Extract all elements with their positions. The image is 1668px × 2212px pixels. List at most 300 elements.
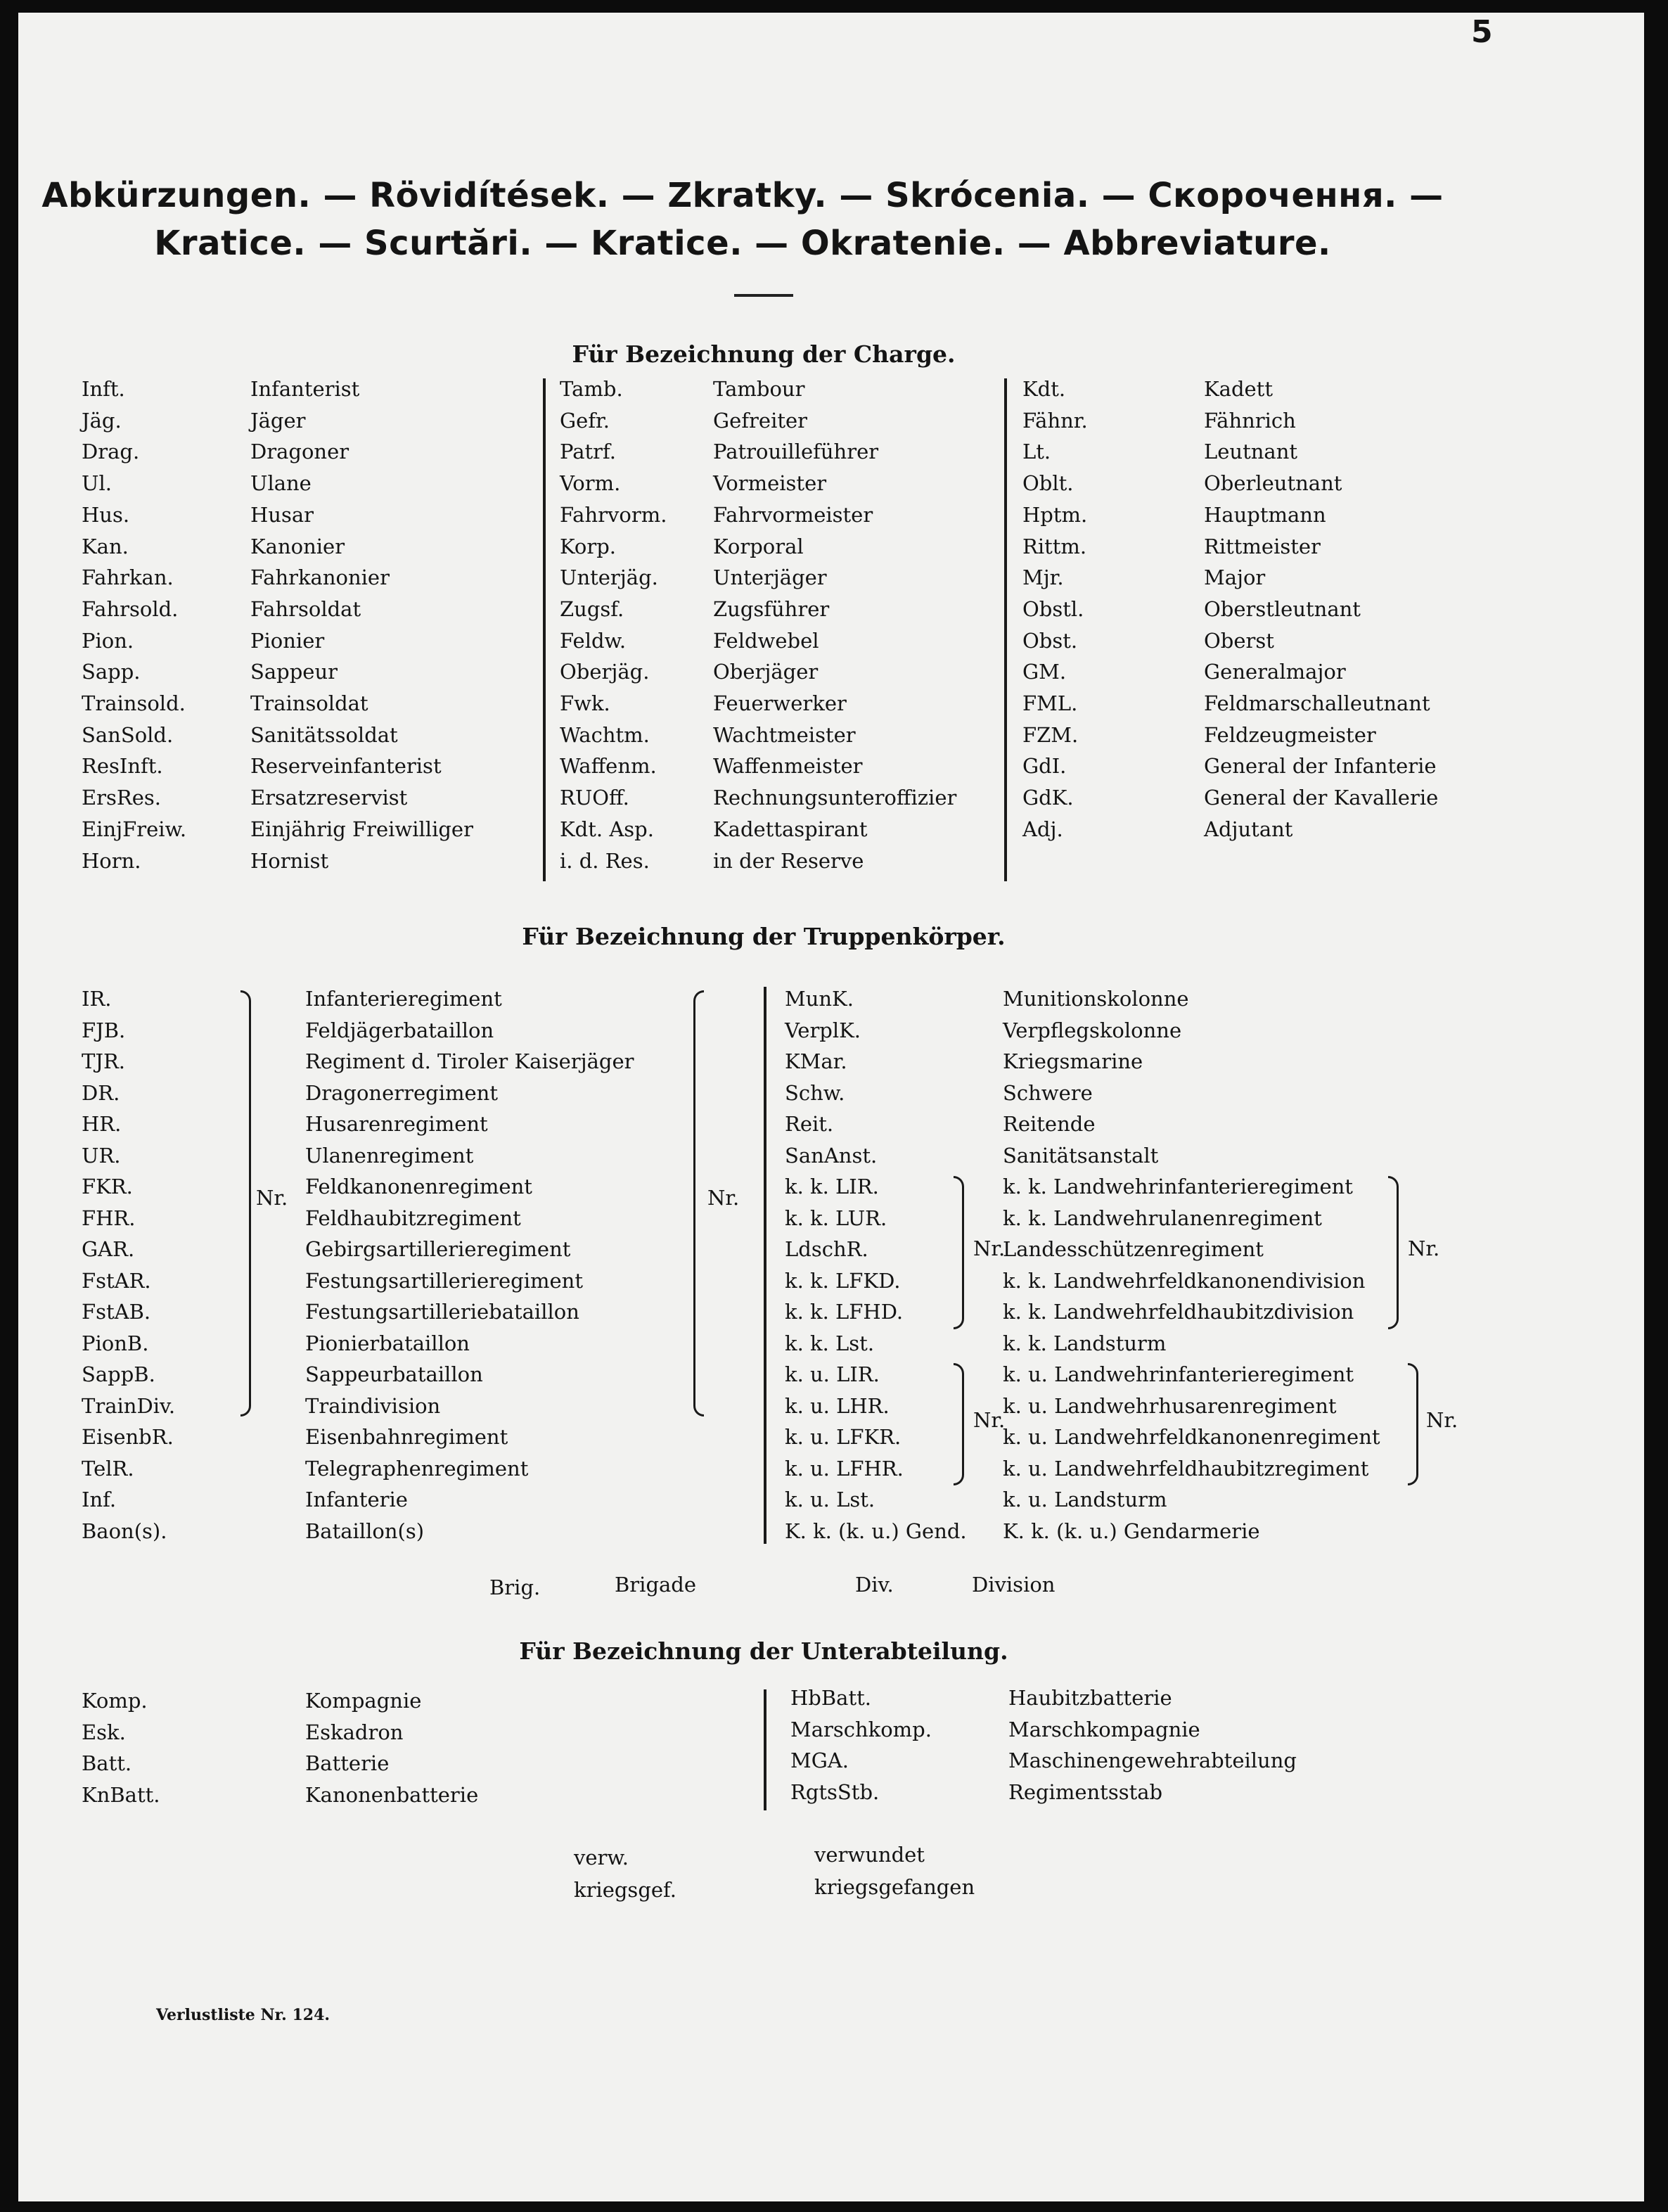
entry-abbreviation: Tamb.	[560, 377, 623, 401]
nr-label: Nr.	[1426, 1408, 1458, 1432]
entry-meaning: k. u. Landwehrfeldhaubitzregiment	[1003, 1456, 1369, 1481]
entry-meaning: Dragonerregiment	[305, 1080, 498, 1105]
entry-abbreviation: Rittm.	[1022, 534, 1087, 558]
entry-row	[82, 1328, 634, 1360]
entry-abbreviation: FML.	[1022, 691, 1078, 716]
entry-meaning: Ersatzreservist	[250, 786, 408, 810]
entry-meaning: Reserveinfanterist	[250, 754, 442, 779]
entry-row	[82, 1108, 634, 1140]
entry-meaning: Kriegsmarine	[1003, 1049, 1143, 1073]
section-heading-charge: Für Bezeichnung der Charge.	[572, 340, 956, 368]
entry-abbreviation: Gefr.	[560, 408, 610, 433]
entry-row	[790, 1714, 1297, 1746]
entry-row	[82, 373, 473, 405]
entry-row	[82, 814, 473, 845]
entry-abbreviation: MGA.	[790, 1748, 849, 1772]
entry-abbreviation: Pion.	[82, 628, 134, 653]
entry-meaning: k. u. Landwehrhusarenregiment	[1003, 1393, 1337, 1418]
entry-row	[1022, 594, 1438, 625]
entry-row	[1022, 562, 1438, 594]
entry-abbreviation: Obst.	[1022, 628, 1078, 653]
column-divider	[1004, 378, 1007, 881]
entry-meaning: k. k. Landsturm	[1003, 1331, 1167, 1355]
entry-abbreviation: Hus.	[82, 502, 130, 527]
entry-abbreviation: KMar.	[785, 1049, 847, 1073]
entry-row	[785, 1015, 1380, 1047]
entry-row	[560, 814, 956, 845]
entry-meaning: Fahrsoldat	[250, 596, 361, 621]
entry-meaning: Regimentsstab	[1008, 1779, 1163, 1804]
entry-row	[785, 1484, 1380, 1516]
entry-row	[785, 1108, 1380, 1140]
entry-abbreviation: k. u. LFKR.	[785, 1425, 902, 1449]
entry-row	[785, 1203, 1380, 1234]
entry-meaning: Unterjäger	[713, 565, 827, 590]
entry-meaning: Husarenregiment	[305, 1112, 488, 1136]
entry-abbreviation: k. k. LIR.	[785, 1175, 879, 1198]
entry-abbreviation: HbBatt.	[790, 1686, 871, 1710]
entry-meaning: k. u. Landsturm	[1003, 1488, 1167, 1511]
entry-abbreviation: SanSold.	[82, 722, 174, 747]
entry-meaning: Tambour	[713, 377, 805, 401]
entry-meaning: Gebirgsartillerieregiment	[305, 1237, 571, 1261]
nr-label: Nr.	[1408, 1236, 1440, 1260]
entry-abbreviation: Fwk.	[560, 691, 610, 716]
entry-meaning: Adjutant	[1204, 817, 1293, 841]
entry-meaning: Sappeurbataillon	[305, 1362, 483, 1386]
entry-meaning: Kanonier	[250, 534, 345, 558]
entry-abbreviation: Feldw.	[560, 628, 627, 653]
entry-abbreviation: Ul.	[82, 471, 112, 496]
entry-meaning: Kadettaspirant	[713, 817, 868, 841]
entry-row	[1022, 750, 1438, 782]
title-divider	[734, 294, 793, 297]
entry-abbreviation: Oberjäg.	[560, 660, 650, 684]
entry-abbreviation: Zugsf.	[560, 596, 624, 621]
entry-meaning: Schwere	[1003, 1080, 1093, 1105]
entry-meaning: Feldzeugmeister	[1204, 722, 1376, 747]
entry-row	[82, 625, 473, 657]
brace	[1408, 1363, 1418, 1485]
entry-abbreviation: Kdt.	[1022, 377, 1066, 401]
entry-abbreviation: k. k. Lst.	[785, 1331, 875, 1355]
column-divider	[764, 1689, 766, 1810]
entry-meaning: Oberjäger	[713, 660, 819, 684]
entry-abbreviation: Reit.	[785, 1112, 834, 1136]
entry-row	[1022, 814, 1438, 845]
entry-meaning: K. k. (k. u.) Gendarmerie	[1003, 1519, 1260, 1543]
entry-row	[560, 656, 956, 688]
entry-row	[82, 1046, 634, 1078]
entry-row	[785, 1078, 1380, 1109]
entry-abbreviation: RgtsStb.	[790, 1779, 880, 1804]
entry-meaning: Eisenbahnregiment	[305, 1425, 508, 1449]
entry-abbreviation: Waffenm.	[560, 754, 657, 779]
entry-row	[82, 1203, 634, 1234]
entry-meaning: Oberstleutnant	[1204, 596, 1361, 621]
entry-row	[82, 1453, 634, 1485]
entry-row	[560, 373, 956, 405]
entry-abbreviation: FstAB.	[82, 1300, 151, 1324]
entry-abbreviation: k. k. LFHD.	[785, 1300, 904, 1324]
entry-abbreviation: Hptm.	[1022, 502, 1088, 527]
column-divider	[764, 987, 766, 1544]
entry-abbreviation: Baon(s).	[82, 1519, 167, 1543]
brace	[1388, 1176, 1399, 1329]
entry-abbreviation: k. k. LFKD.	[785, 1268, 901, 1293]
entry-meaning: k. k. Landwehrfeldkanonendivision	[1003, 1268, 1366, 1293]
entry-abbreviation: k. u. LHR.	[785, 1393, 890, 1418]
entry-row	[1022, 656, 1438, 688]
entry-row	[82, 1685, 478, 1717]
entry-abbreviation: Vorm.	[560, 471, 621, 496]
entry-abbreviation: GdK.	[1022, 786, 1074, 810]
entry-abbreviation: Patrf.	[560, 440, 616, 464]
entry-meaning: Pionier	[250, 628, 325, 653]
entry-meaning: Sanitätsanstalt	[1003, 1143, 1159, 1168]
column-divider	[543, 378, 546, 881]
entry-row	[785, 1296, 1380, 1328]
entry-meaning: Generalmajor	[1204, 660, 1346, 684]
entry-row	[82, 688, 473, 720]
entry-row	[790, 1777, 1297, 1808]
verw-full: verwundet	[814, 1843, 925, 1867]
entry-row	[785, 1359, 1380, 1391]
entry-abbreviation: TJR.	[82, 1049, 126, 1073]
entry-abbreviation: Schw.	[785, 1080, 845, 1105]
entry-row	[790, 1682, 1297, 1714]
entry-meaning: Infanterist	[250, 377, 360, 401]
entry-row	[785, 1328, 1380, 1360]
entry-meaning: Regiment d. Tiroler Kaiserjäger	[305, 1049, 634, 1073]
entry-meaning: Feldmarschalleutnant	[1204, 691, 1430, 716]
entry-row	[82, 562, 473, 594]
brace	[240, 990, 251, 1417]
entry-row	[560, 436, 956, 468]
entry-abbreviation: Kan.	[82, 534, 129, 558]
entry-meaning: Rechnungsunteroffizier	[713, 786, 957, 810]
entry-row	[560, 405, 956, 437]
entry-meaning: k. k. Landwehrulanenregiment	[1003, 1206, 1322, 1230]
entry-row	[560, 594, 956, 625]
document-page	[18, 13, 1644, 2201]
entry-meaning: in der Reserve	[713, 848, 864, 873]
entry-abbreviation: Kdt. Asp.	[560, 817, 654, 841]
entry-row	[82, 1717, 478, 1748]
entry-abbreviation: ResInft.	[82, 754, 163, 779]
div-full: Division	[972, 1573, 1056, 1597]
entry-abbreviation: LdschR.	[785, 1237, 868, 1261]
entry-row	[560, 782, 956, 814]
entry-meaning: Hornist	[250, 848, 329, 873]
entry-abbreviation: SanAnst.	[785, 1143, 878, 1168]
entry-row	[82, 1265, 634, 1297]
title-line-2: Kratice. — Scurtări. — Kratice. — Okratenie. — Abbreviature.	[154, 224, 1331, 263]
section-heading-truppen: Für Bezeichnung der Truppenkörper.	[522, 923, 1006, 950]
entry-meaning: Telegraphenregiment	[305, 1456, 529, 1481]
div-abbr: Div.	[855, 1573, 894, 1597]
entry-meaning: Feldwebel	[713, 628, 819, 653]
nr-label: Nr.	[707, 1186, 740, 1210]
entry-abbreviation: GdI.	[1022, 754, 1067, 779]
entry-meaning: Gefreiter	[713, 408, 808, 433]
entry-abbreviation: MunK.	[785, 987, 854, 1011]
entry-abbreviation: Lt.	[1022, 440, 1051, 464]
entry-meaning: Munitionskolonne	[1003, 987, 1189, 1011]
entry-meaning: Dragoner	[250, 440, 349, 464]
entry-meaning: Waffenmeister	[713, 754, 863, 779]
entry-meaning: Major	[1204, 565, 1266, 590]
entry-meaning: Festungsartillerieregiment	[305, 1268, 583, 1293]
entry-row	[560, 531, 956, 563]
entry-row	[785, 1171, 1380, 1203]
entry-row	[82, 1484, 634, 1516]
entry-meaning: Vormeister	[713, 471, 827, 496]
entry-meaning: Eskadron	[305, 1720, 404, 1744]
brace	[954, 1363, 964, 1485]
entry-meaning: k. k. Landwehrinfanterieregiment	[1003, 1175, 1353, 1198]
kriegsgef-full: kriegsgefangen	[814, 1875, 975, 1899]
nr-label: Nr.	[256, 1186, 288, 1210]
entry-abbreviation: RUOff.	[560, 786, 629, 810]
entry-abbreviation: k. k. LUR.	[785, 1206, 887, 1230]
entry-row	[560, 499, 956, 531]
entry-abbreviation: EisenbR.	[82, 1425, 174, 1449]
truppen-right-column	[785, 983, 1380, 1547]
footer-note: Verlustliste Nr. 124.	[156, 2006, 331, 2024]
entry-abbreviation: Trainsold.	[82, 691, 186, 716]
entry-row	[82, 845, 473, 877]
entry-row	[1022, 405, 1438, 437]
entry-abbreviation: Jäg.	[82, 408, 122, 433]
entry-meaning: General der Infanterie	[1204, 754, 1437, 779]
entry-abbreviation: ErsRes.	[82, 786, 162, 810]
entry-row	[1022, 782, 1438, 814]
entry-row	[82, 1359, 634, 1391]
entry-row	[82, 782, 473, 814]
entry-abbreviation: HR.	[82, 1112, 122, 1136]
entry-row	[82, 531, 473, 563]
entry-abbreviation: i. d. Res.	[560, 848, 650, 873]
entry-row	[82, 1078, 634, 1109]
entry-abbreviation: Inf.	[82, 1488, 117, 1511]
entry-abbreviation: FZM.	[1022, 722, 1079, 747]
entry-meaning: Maschinengewehrabteilung	[1008, 1748, 1297, 1772]
entry-meaning: Feldkanonenregiment	[305, 1175, 532, 1198]
entry-abbreviation: VerplK.	[785, 1018, 861, 1042]
entry-row	[785, 1453, 1380, 1485]
entry-row	[560, 845, 956, 877]
brig-full: Brigade	[615, 1573, 697, 1597]
entry-row	[785, 1265, 1380, 1297]
entry-meaning: Fahrvormeister	[713, 502, 873, 527]
entry-row	[790, 1745, 1297, 1777]
entry-abbreviation: Fahrkan.	[82, 565, 174, 590]
entry-row	[1022, 436, 1438, 468]
entry-row	[82, 405, 473, 437]
entry-abbreviation: EinjFreiw.	[82, 817, 187, 841]
entry-row	[82, 594, 473, 625]
entry-meaning: Landesschützenregiment	[1003, 1237, 1264, 1261]
entry-row	[785, 1046, 1380, 1078]
entry-row	[82, 1015, 634, 1047]
entry-meaning: Einjährig Freiwilliger	[250, 817, 473, 841]
brace	[954, 1176, 964, 1329]
entry-abbreviation: GM.	[1022, 660, 1067, 684]
entry-meaning: Traindivision	[305, 1393, 441, 1418]
entry-abbreviation: Marschkomp.	[790, 1717, 932, 1741]
entry-abbreviation: Wachtm.	[560, 722, 650, 747]
entry-row	[82, 1234, 634, 1265]
entry-abbreviation: Adj.	[1022, 817, 1063, 841]
entry-meaning: Patrouilleführer	[713, 440, 879, 464]
charge-column-2	[560, 373, 956, 876]
entry-meaning: Kadett	[1204, 377, 1273, 401]
entry-row	[82, 1391, 634, 1422]
entry-meaning: Sanitätssoldat	[250, 722, 398, 747]
entry-row	[1022, 499, 1438, 531]
verw-abbr: verw.	[574, 1846, 629, 1869]
entry-meaning: Wachtmeister	[713, 722, 856, 747]
entry-row	[1022, 720, 1438, 751]
entry-meaning: Ulanenregiment	[305, 1143, 474, 1168]
entry-row	[82, 468, 473, 499]
entry-abbreviation: k. u. Lst.	[785, 1488, 875, 1511]
entry-row	[1022, 688, 1438, 720]
entry-abbreviation: KnBatt.	[82, 1782, 160, 1807]
entry-abbreviation: Fahrvorm.	[560, 502, 667, 527]
entry-row	[1022, 625, 1438, 657]
entry-meaning: Verpflegskolonne	[1003, 1018, 1182, 1042]
entry-row	[82, 1296, 634, 1328]
entry-abbreviation: Unterjäg.	[560, 565, 658, 590]
kriegsgef-abbr: kriegsgef.	[574, 1878, 676, 1902]
truppen-left-column	[82, 983, 634, 1547]
entry-abbreviation: Sapp.	[82, 660, 141, 684]
entry-abbreviation: UR.	[82, 1143, 121, 1168]
entry-meaning: Zugsführer	[713, 596, 830, 621]
entry-row	[560, 720, 956, 751]
entry-abbreviation: K. k. (k. u.) Gend.	[785, 1519, 967, 1543]
entry-abbreviation: TelR.	[82, 1456, 134, 1481]
entry-row	[82, 750, 473, 782]
entry-abbreviation: Oblt.	[1022, 471, 1074, 496]
entry-meaning: k. u. Landwehrinfanterieregiment	[1003, 1362, 1354, 1386]
entry-row	[1022, 468, 1438, 499]
entry-abbreviation: FKR.	[82, 1175, 133, 1198]
unter-left-column	[82, 1685, 478, 1810]
entry-meaning: Feuerwerker	[713, 691, 847, 716]
entry-meaning: Korporal	[713, 534, 804, 558]
entry-row	[82, 1171, 634, 1203]
nr-label: Nr.	[973, 1408, 1006, 1432]
entry-row	[82, 1748, 478, 1779]
entry-row	[785, 1516, 1380, 1547]
entry-meaning: Infanterieregiment	[305, 987, 502, 1011]
entry-meaning: Ulane	[250, 471, 312, 496]
brig-abbr: Brig.	[489, 1575, 541, 1599]
entry-row	[82, 1421, 634, 1453]
entry-abbreviation: FHR.	[82, 1206, 136, 1230]
entry-row	[560, 562, 956, 594]
entry-row	[785, 983, 1380, 1015]
entry-row	[82, 1516, 634, 1547]
entry-meaning: Batterie	[305, 1751, 390, 1775]
entry-abbreviation: Obstl.	[1022, 596, 1084, 621]
entry-row	[82, 499, 473, 531]
entry-abbreviation: Fähnr.	[1022, 408, 1088, 433]
entry-row	[1022, 373, 1438, 405]
entry-abbreviation: Batt.	[82, 1751, 132, 1775]
entry-abbreviation: IR.	[82, 987, 112, 1011]
entry-abbreviation: Fahrsold.	[82, 596, 179, 621]
entry-meaning: Oberleutnant	[1204, 471, 1342, 496]
entry-abbreviation: Komp.	[82, 1689, 148, 1713]
entry-meaning: k. k. Landwehrfeldhaubitzdivision	[1003, 1300, 1354, 1324]
brace	[693, 990, 704, 1417]
entry-meaning: Fähnrich	[1204, 408, 1296, 433]
title-line-1: Abkürzungen. — Rövidítések. — Zkratky. — Skrócenia. — Скорочення. —	[41, 176, 1444, 215]
entry-meaning: General der Kavallerie	[1204, 786, 1439, 810]
entry-abbreviation: FstAR.	[82, 1268, 151, 1293]
charge-column-1	[82, 373, 473, 876]
entry-meaning: Trainsoldat	[250, 691, 368, 716]
entry-abbreviation: Mjr.	[1022, 565, 1064, 590]
entry-abbreviation: k. u. LFHR.	[785, 1456, 904, 1481]
entry-abbreviation: PionB.	[82, 1331, 149, 1355]
entry-abbreviation: TrainDiv.	[82, 1393, 176, 1418]
entry-meaning: Kompagnie	[305, 1689, 422, 1713]
entry-meaning: Hauptmann	[1204, 502, 1326, 527]
entry-row	[785, 1234, 1380, 1265]
entry-meaning: Oberst	[1204, 628, 1274, 653]
entry-row	[1022, 531, 1438, 563]
nr-label: Nr.	[973, 1236, 1006, 1260]
entry-row	[560, 688, 956, 720]
entry-row	[82, 436, 473, 468]
entry-meaning: Marschkompagnie	[1008, 1717, 1200, 1741]
entry-meaning: Festungsartilleriebataillon	[305, 1300, 579, 1324]
entry-meaning: Leutnant	[1204, 440, 1298, 464]
section-heading-unter: Für Bezeichnung der Unterabteilung.	[519, 1637, 1008, 1665]
entry-meaning: Kanonenbatterie	[305, 1782, 479, 1807]
entry-row	[82, 656, 473, 688]
entry-abbreviation: FJB.	[82, 1018, 126, 1042]
entry-meaning: Haubitzbatterie	[1008, 1686, 1172, 1710]
entry-meaning: Infanterie	[305, 1488, 408, 1511]
entry-abbreviation: Esk.	[82, 1720, 126, 1744]
entry-abbreviation: k. u. LIR.	[785, 1362, 880, 1386]
entry-meaning: Pionierbataillon	[305, 1331, 470, 1355]
entry-abbreviation: Drag.	[82, 440, 140, 464]
entry-row	[785, 1421, 1380, 1453]
entry-row	[82, 720, 473, 751]
page-number: 5	[1471, 14, 1493, 50]
entry-row	[82, 983, 634, 1015]
entry-row	[560, 625, 956, 657]
entry-abbreviation: GAR.	[82, 1237, 135, 1261]
entry-row	[560, 750, 956, 782]
entry-row	[785, 1140, 1380, 1172]
entry-abbreviation: Horn.	[82, 848, 141, 873]
entry-meaning: Rittmeister	[1204, 534, 1321, 558]
entry-meaning: Feldhaubitzregiment	[305, 1206, 521, 1230]
entry-row	[785, 1391, 1380, 1422]
entry-meaning: Reitende	[1003, 1112, 1096, 1136]
entry-abbreviation: Korp.	[560, 534, 616, 558]
entry-meaning: Bataillon(s)	[305, 1519, 425, 1543]
charge-column-3	[1022, 373, 1438, 845]
